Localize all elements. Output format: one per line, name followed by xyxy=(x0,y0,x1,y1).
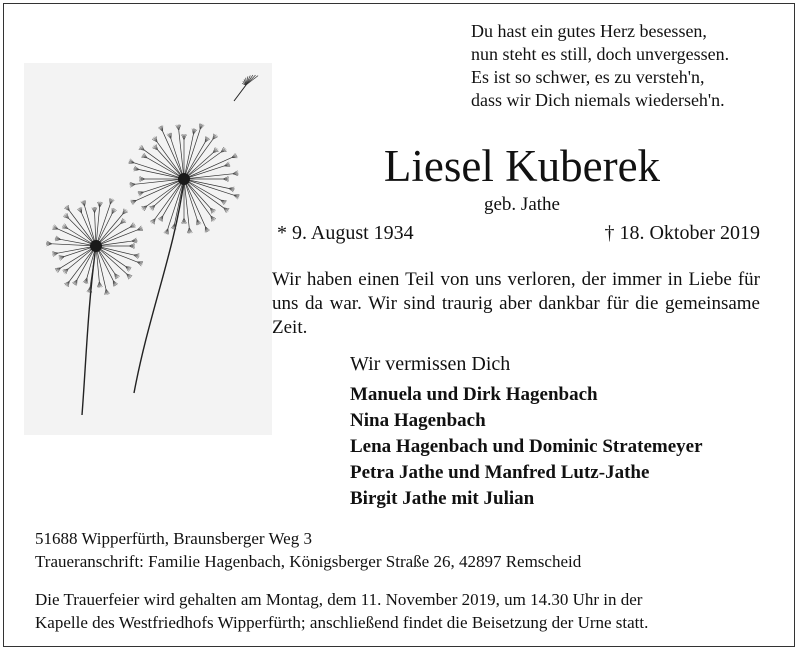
mourners-heading: Wir vermissen Dich xyxy=(350,353,511,375)
mourner-name: Nina Hagenbach xyxy=(350,410,486,431)
residence-address: 51688 Wipperfürth, Braunsberger Weg 3 xyxy=(35,529,312,548)
addresses xyxy=(35,527,581,573)
poem-line: dass wir Dich niemals wiederseh'n. xyxy=(471,90,725,110)
life-dates xyxy=(277,222,760,245)
mourner-name: Lena Hagenbach und Dominic Stratemeyer xyxy=(350,436,703,457)
mourner-name: Petra Jathe und Manfred Lutz-Jathe xyxy=(350,462,650,483)
death-date: † 18. Oktober 2019 xyxy=(604,222,760,244)
funeral-line: Die Trauerfeier wird gehalten am Montag, dem 11. November 2019, um 14.30 Uhr in der xyxy=(35,590,643,609)
birth-date: * 9. August 1934 xyxy=(277,222,414,244)
maiden-name: geb. Jathe xyxy=(484,194,560,215)
funeral-line: Kapelle des Westfriedhofs Wipperfürth; anschließend findet die Beisetzung der Urne statt. xyxy=(35,613,649,632)
mourners-list xyxy=(350,382,703,512)
poem-line: Du hast ein gutes Herz besessen, xyxy=(471,21,707,41)
poem-line: Es ist so schwer, es zu versteh'n, xyxy=(471,67,705,87)
tribute-text: Wir haben einen Teil von uns verloren, der immer in Liebe für uns da war. Wir sind traurig aber dankbar für die gemeinsame Zeit. xyxy=(272,269,760,338)
funeral-info xyxy=(35,588,648,634)
poem xyxy=(471,20,771,112)
dandelion-icon xyxy=(24,63,272,435)
mourner-name: Manuela und Dirk Hagenbach xyxy=(350,384,598,405)
mourner-name: Birgit Jathe mit Julian xyxy=(350,488,535,509)
mourning-address: Traueranschrift: Familie Hagenbach, Königsberger Straße 26, 42897 Remscheid xyxy=(35,552,582,571)
deceased-name: Liesel Kuberek xyxy=(383,141,661,191)
poem-line: nun steht es still, doch unvergessen. xyxy=(471,44,730,64)
dandelion-illustration xyxy=(24,63,272,435)
